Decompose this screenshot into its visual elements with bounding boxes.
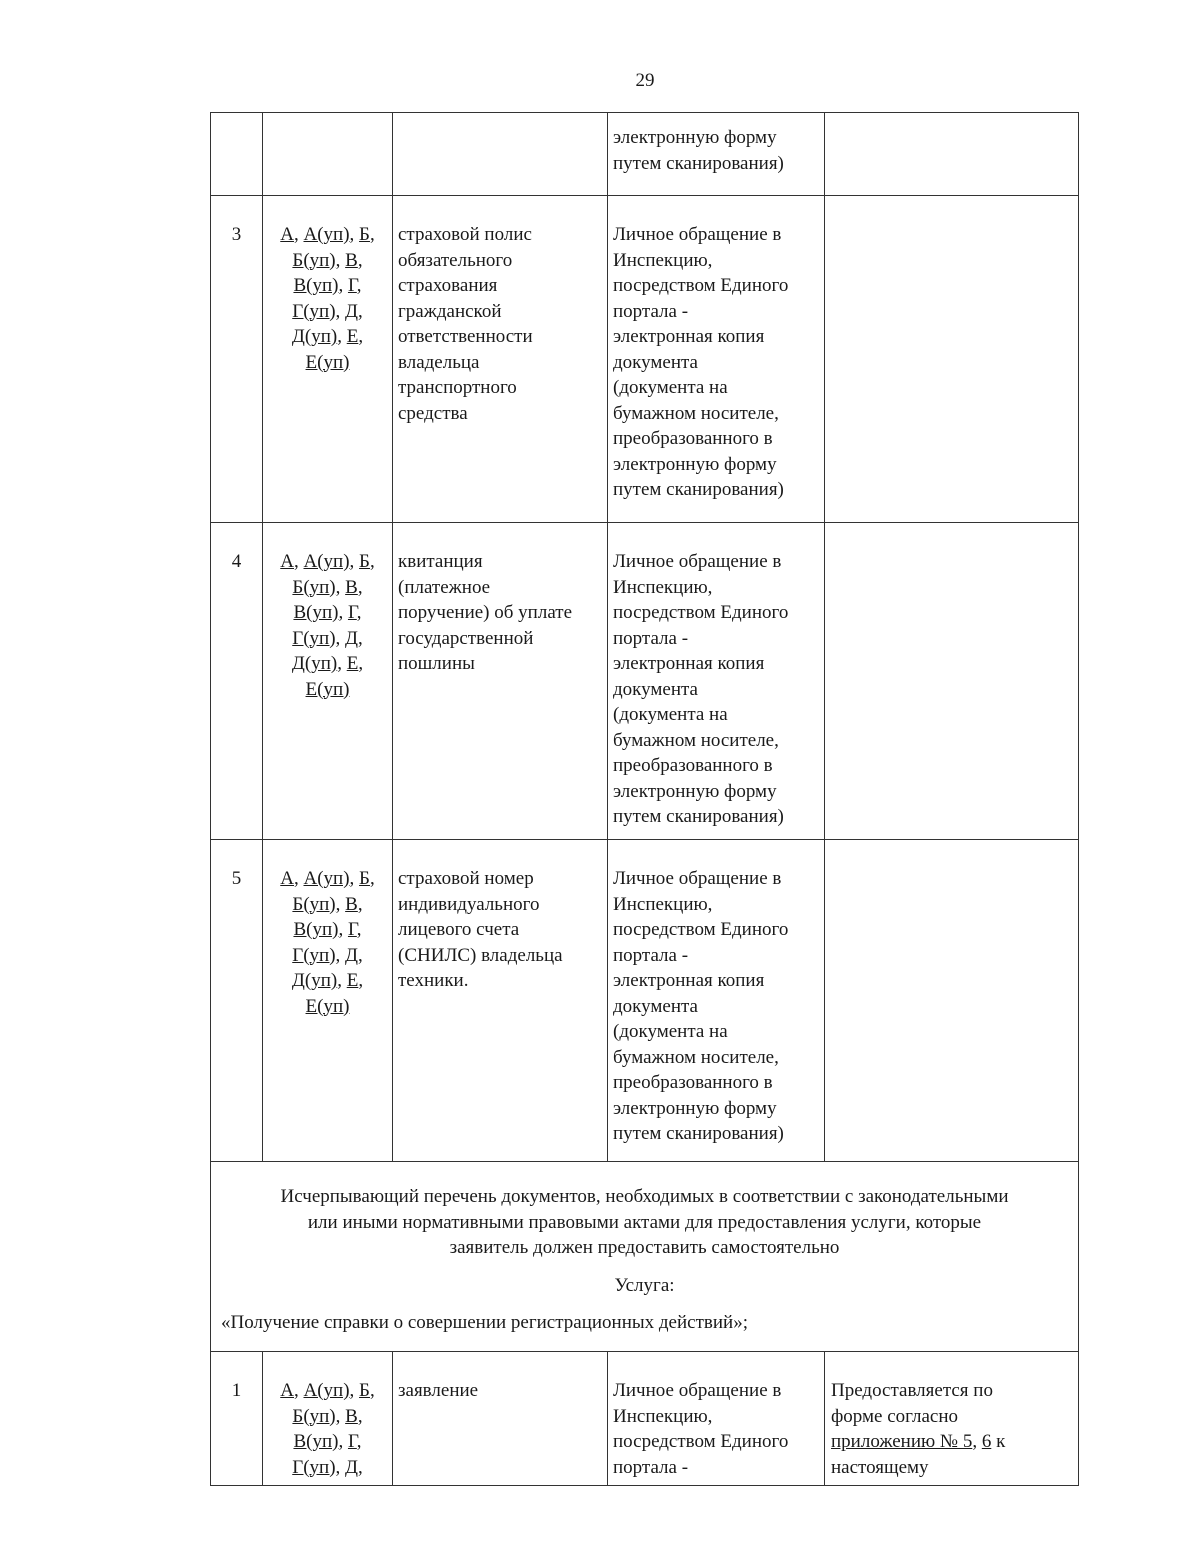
appendix-link[interactable]: 6 <box>981 1431 992 1452</box>
cell-note <box>825 840 1079 1162</box>
category-link[interactable]: Д(уп) <box>291 326 338 347</box>
category-link[interactable]: Е <box>346 326 359 347</box>
text-line: (документа на <box>613 377 728 398</box>
category-link[interactable]: А <box>280 1380 294 1401</box>
text-line: путем сканирования) <box>613 806 784 827</box>
text-line: бумажном носителе, <box>613 402 779 424</box>
category-link[interactable]: А(уп) <box>303 1380 350 1401</box>
category-link[interactable]: А <box>280 224 294 245</box>
category-link[interactable]: Б(уп) <box>292 249 336 271</box>
text-line: Личное обращение в <box>613 551 782 572</box>
table-row <box>211 113 1079 196</box>
category-link[interactable]: Е <box>346 653 359 674</box>
category-link[interactable]: В <box>345 576 358 598</box>
cell-submission-method <box>608 840 825 1162</box>
text-line: транспортного <box>398 377 517 398</box>
text-line: государственной <box>398 627 534 649</box>
text-line: преобразованного в <box>613 755 773 776</box>
section-heading-line: Исчерпывающий перечень документов, необходимых в соответствии с законодательными <box>280 1186 1009 1207</box>
text-line: посредством Единого <box>613 1431 789 1452</box>
text-line: посредством Единого <box>613 919 789 940</box>
text-line: путем сканирования) <box>613 152 784 174</box>
cell-note <box>825 523 1079 840</box>
text-line: портала - <box>613 1456 689 1478</box>
text-line: бумажном носителе, <box>613 1046 779 1068</box>
text-line: электронную форму <box>613 1097 777 1119</box>
text-line: Личное обращение в <box>613 224 782 245</box>
category-link[interactable]: В(уп) <box>293 919 339 940</box>
service-label: Услуга: <box>614 1274 675 1296</box>
text-line: путем сканирования) <box>613 479 784 500</box>
category-link[interactable]: В(уп) <box>293 275 339 296</box>
cell-submission-method <box>608 523 825 840</box>
separator-text: , <box>972 1431 982 1452</box>
text-line: (СНИЛС) владельца <box>398 944 563 966</box>
text-line: электронную форму <box>613 127 777 148</box>
cell-document <box>393 113 608 196</box>
cell-categories <box>263 113 393 196</box>
category-link[interactable]: Е(уп) <box>305 678 350 700</box>
page-number: 29 <box>635 70 655 91</box>
category-link[interactable]: Г(уп) <box>292 300 336 322</box>
text-line: документа <box>613 351 698 373</box>
category-link[interactable]: В(уп) <box>293 1431 339 1452</box>
category-link[interactable]: В <box>345 249 358 271</box>
category-link[interactable]: Д(уп) <box>291 970 338 991</box>
category-link[interactable]: Д <box>345 627 359 649</box>
text-line: документа <box>613 678 698 700</box>
text-line: (платежное <box>398 576 491 598</box>
category-link[interactable]: Д <box>345 300 359 322</box>
text-line: пошлины <box>398 653 475 674</box>
cell-categories: А, А(уп), Б, Б(уп), В, В(уп), Г, Г(уп), Д, Д(уп), Е, Е(уп) <box>263 840 393 1162</box>
category-link[interactable]: А(уп) <box>303 224 350 245</box>
table-row <box>211 1162 1079 1352</box>
category-link[interactable]: Б <box>359 1380 370 1401</box>
cell-number: 4 <box>211 523 263 840</box>
category-link[interactable]: Д <box>345 944 359 966</box>
text-line: электронная копия <box>613 326 765 347</box>
cell-document <box>393 196 608 523</box>
text-line: портала - <box>613 944 689 966</box>
text-line: портала - <box>613 627 689 649</box>
cell-note <box>825 196 1079 523</box>
section-heading-line: заявитель должен предоставить самостоятельно <box>449 1237 840 1258</box>
category-link[interactable]: Б <box>359 224 370 245</box>
cell-number <box>211 113 263 196</box>
text-line: лицевого счета <box>398 919 520 940</box>
text-line: владельца <box>398 351 480 373</box>
table-row <box>211 196 1079 523</box>
text-fragment: к <box>991 1431 1006 1452</box>
category-link[interactable]: Г <box>347 1431 357 1452</box>
category-link[interactable]: Е(уп) <box>305 351 350 373</box>
text-line: Личное обращение в <box>613 868 782 889</box>
text-line: бумажном носителе, <box>613 729 779 751</box>
text-line: квитанция <box>398 551 483 572</box>
service-name: «Получение справки о совершении регистрационных действий»; <box>221 1312 748 1333</box>
section-heading <box>211 1162 1079 1352</box>
category-link[interactable]: Б <box>359 551 370 572</box>
cell-submission-method <box>608 196 825 523</box>
text-line: страхования <box>398 275 498 296</box>
cell-categories: А, А(уп), Б, Б(уп), В, В(уп), Г, Г(уп), Д, Д(уп), Е, Е(уп) <box>263 196 393 523</box>
category-link[interactable]: Б(уп) <box>292 1405 336 1427</box>
text-line: электронную форму <box>613 780 777 802</box>
documents-table <box>210 112 1079 1486</box>
category-link[interactable]: Г <box>347 275 357 296</box>
category-link[interactable]: Е(уп) <box>305 995 350 1017</box>
category-link[interactable]: А(уп) <box>303 868 350 889</box>
category-link[interactable]: Д(уп) <box>291 653 338 674</box>
text-line: Инспекцию, <box>613 893 713 915</box>
category-link[interactable]: Г(уп) <box>292 627 336 649</box>
text-line: электронная копия <box>613 653 765 674</box>
table-row <box>211 840 1079 1162</box>
category-link[interactable]: Б(уп) <box>292 893 336 915</box>
category-link[interactable]: Д <box>345 1456 359 1478</box>
text-line: электронную форму <box>613 453 777 475</box>
text-line: посредством Единого <box>613 275 789 296</box>
text-line: средства <box>398 402 468 424</box>
text-line: ответственности <box>398 326 533 347</box>
text-line: (документа на <box>613 1021 728 1042</box>
category-link[interactable]: В <box>345 893 358 915</box>
text-line: преобразованного в <box>613 428 773 449</box>
text-line: портала - <box>613 300 689 322</box>
text-line: Инспекцию, <box>613 576 713 598</box>
text-line: поручение) об уплате <box>398 602 572 623</box>
cell-categories: А, А(уп), Б, Б(уп), В, В(уп), Г, Г(уп), Д, Д(уп), Е, Е(уп) <box>263 523 393 840</box>
cell-number: 3 <box>211 196 263 523</box>
category-link[interactable]: А <box>280 551 294 572</box>
text-line: страховой полис <box>398 224 532 245</box>
category-link[interactable]: В <box>345 1405 358 1427</box>
category-link[interactable]: Б(уп) <box>292 576 336 598</box>
cell-categories: А, А(уп), Б, Б(уп), В, В(уп), Г, Г(уп), Д, <box>263 1352 393 1486</box>
category-link[interactable]: Г(уп) <box>292 944 336 966</box>
category-link[interactable]: Г <box>347 602 357 623</box>
text-line: гражданской <box>398 300 502 322</box>
text-line: индивидуального <box>398 893 540 915</box>
text-line: Инспекцию, <box>613 249 713 271</box>
category-link[interactable]: В(уп) <box>293 602 339 623</box>
category-link[interactable]: А(уп) <box>303 551 350 572</box>
category-link[interactable]: Г <box>347 919 357 940</box>
text-line: посредством Единого <box>613 602 789 623</box>
cell-document <box>393 840 608 1162</box>
category-link[interactable]: Е <box>346 970 359 991</box>
text-line: Личное обращение в <box>613 1380 782 1401</box>
text-line: (документа на <box>613 704 728 725</box>
text-line: форме согласно <box>831 1405 959 1427</box>
section-heading-line: или иными нормативными правовыми актами для предоставления услуги, которые <box>307 1211 982 1233</box>
category-link[interactable]: Б <box>359 868 370 889</box>
cell-note <box>825 1352 1079 1486</box>
cell-document <box>393 523 608 840</box>
text-line: обязательного <box>398 249 513 271</box>
cell-submission-method <box>608 1352 825 1486</box>
cell-note <box>825 113 1079 196</box>
text-line: электронная копия <box>613 970 765 991</box>
table-row <box>211 523 1079 840</box>
text-line: техники. <box>398 970 469 991</box>
category-link[interactable]: А <box>280 868 294 889</box>
text-line: путем сканирования) <box>613 1123 784 1144</box>
text-line: страховой номер <box>398 868 534 889</box>
appendix-link[interactable]: приложению № 5 <box>831 1431 973 1452</box>
text-line: Предоставляется по <box>831 1380 993 1401</box>
text-line: документа <box>613 995 698 1017</box>
cell-number: 1 <box>211 1352 263 1486</box>
cell-number: 5 <box>211 840 263 1162</box>
table-row <box>211 1352 1079 1486</box>
cell-document: заявление <box>393 1352 608 1486</box>
text-line: преобразованного в <box>613 1072 773 1093</box>
category-link[interactable]: Г(уп) <box>292 1456 336 1478</box>
text-line: Инспекцию, <box>613 1405 713 1427</box>
text-line: настоящему <box>831 1456 929 1478</box>
cell-submission-method <box>608 113 825 196</box>
text-line <box>831 1429 1074 1455</box>
